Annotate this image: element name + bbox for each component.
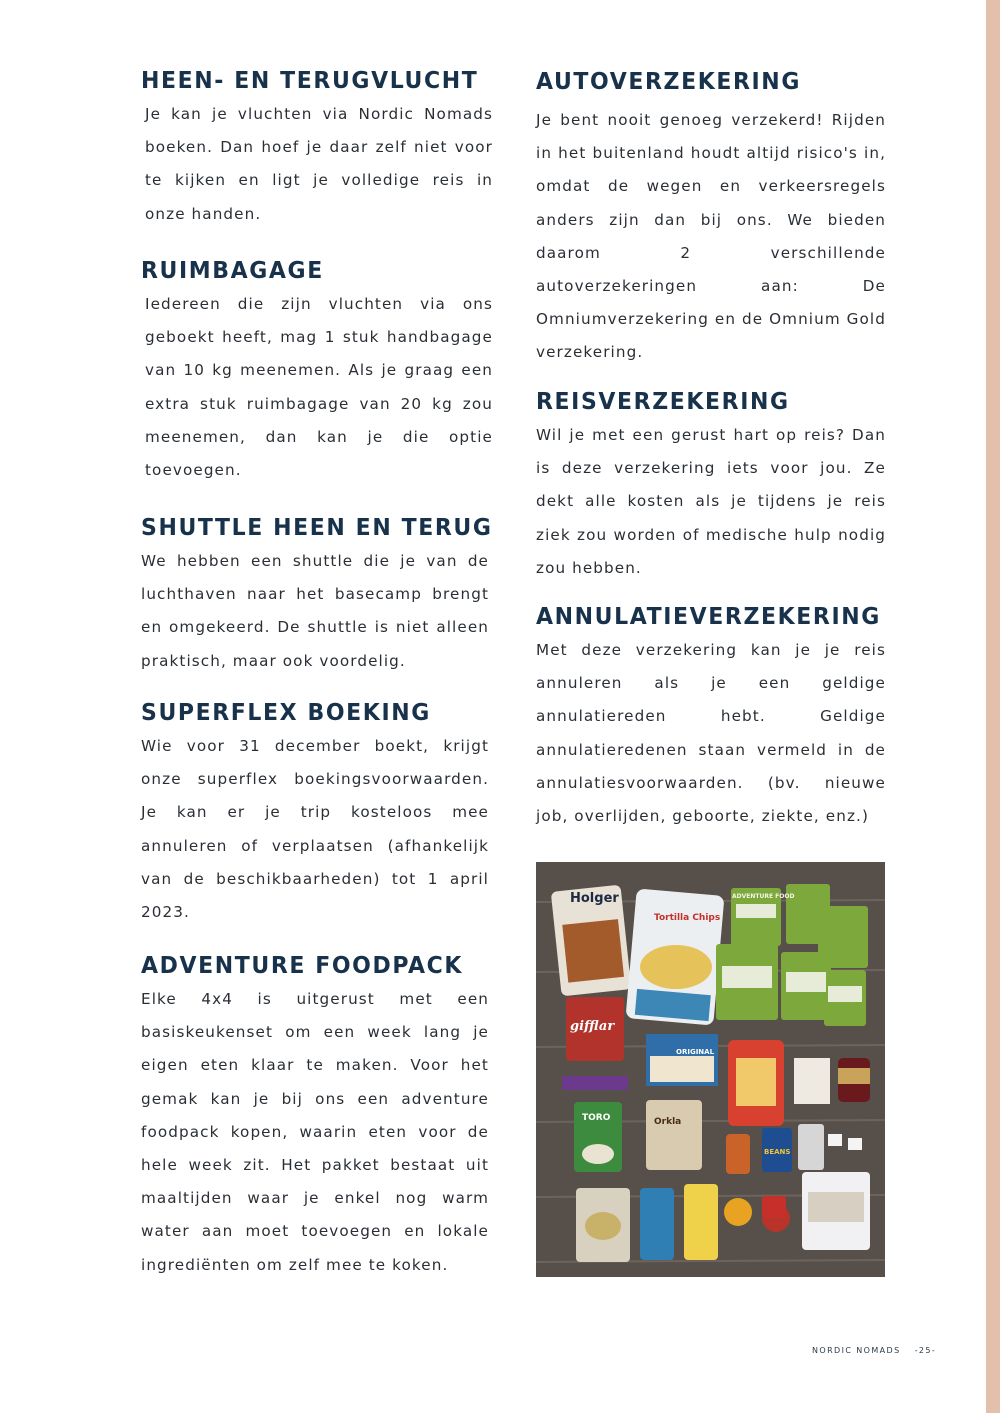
section-reisverzekering: [536, 387, 886, 585]
photo-label-orkla: Orkla: [654, 1117, 682, 1127]
section-heading: HEEN- EN TERUGVLUCHT: [141, 68, 479, 95]
section-body: Wil je met een gerust hart op reis? Dan is deze verzekering iets voor jou. Ze dekt alle kosten als je tijdens je reis ziek zou worden of medische hulp nodig zou hebben.: [536, 426, 886, 577]
section-body: Je bent nooit genoeg verzekerd! Rijden in het buitenland houdt altijd risico's in, omdat de wegen en verkeersregels anders zijn dan bij ons. We bieden daarom 2 verschillende autoverzekeringen aan: De Omniumverzekering en de Omnium Gold verzekering.: [536, 111, 886, 362]
section-body: Met deze verzekering kan je je reis annuleren als je een geldige annulatiereden hebt. Geldige annulatieredenen staan vermeld in de annulatiesvoorwaarden. (bv. nieuwe job, overlijden, geboorte, ziekte, enz.): [536, 641, 886, 826]
section-body: Je kan je vluchten via Nordic Nomads boeken. Dan hoef je daar zelf niet voor te kijken en ligt je volledige reis in onze handen.: [145, 105, 493, 223]
section-heading: SHUTTLE HEEN EN TERUG: [141, 515, 493, 542]
photo-label-adventure-food: ADVENTURE FOOD: [732, 893, 795, 900]
section-annulatieverzekering: [536, 602, 886, 833]
section-ruimbagage: [141, 256, 493, 487]
page-number: -25-: [914, 1346, 937, 1355]
section-superflex-boeking: [141, 698, 489, 929]
footer-brand: NORDIC NOMADS: [812, 1346, 901, 1355]
section-body: Wie voor 31 december boekt, krijgt onze superflex boekingsvoorwaarden. Je kan er je trip kosteloos mee annuleren of verplaatsen (afhankelijk van de beschikbaarheden) tot 1 april 2023.: [141, 737, 489, 922]
foodpack-photo: [536, 862, 885, 1277]
section-heading: REISVERZEKERING: [536, 389, 790, 416]
photo-label-beans: BEANS: [764, 1148, 791, 1156]
section-heen-en-terugvlucht: [141, 66, 493, 231]
photo-label-original: ORIGINAL: [676, 1048, 715, 1056]
section-heading: SUPERFLEX BOEKING: [141, 700, 431, 727]
section-heading: ADVENTURE FOODPACK: [141, 953, 464, 980]
photo-label-holger: Holger: [570, 891, 619, 906]
section-adventure-foodpack: [141, 951, 489, 1282]
photo-label-tortilla: Tortilla Chips: [654, 913, 721, 923]
section-heading: ANNULATIEVERZEKERING: [536, 604, 881, 631]
section-shuttle: [141, 513, 493, 678]
section-body: We hebben een shuttle die je van de luchthaven naar het basecamp brengt en omgekeerd. De shuttle is niet alleen praktisch, maar ook voordelig.: [141, 552, 489, 670]
section-body: Elke 4x4 is uitgerust met een basiskeukenset om een week lang je eigen eten klaar te maken. Voor het gemak kan je bij ons een adventure foodpack kopen, waarin eten voor de hele week zit. Het pakket bestaat uit maaltijden waar je enkel nog warm water aan moet toevoegen en lokale ingrediënten om zelf mee te koken.: [141, 990, 489, 1274]
section-heading: RUIMBAGAGE: [141, 258, 324, 285]
section-heading: AUTOVERZEKERING: [536, 69, 801, 96]
photo-label-toro: TORO: [582, 1113, 611, 1123]
section-body: Iedereen die zijn vluchten via ons geboekt heeft, mag 1 stuk handbagage van 10 kg meenemen. Als je graag een extra stuk ruimbagage van 20 kg zou meenemen, dan kan je die optie toevoegen.: [145, 295, 493, 480]
side-accent-bar: [986, 0, 1000, 1413]
section-autoverzekering: [536, 67, 886, 370]
photo-label-gifflar: gifflar: [570, 1019, 615, 1034]
page-footer: [812, 1346, 936, 1355]
